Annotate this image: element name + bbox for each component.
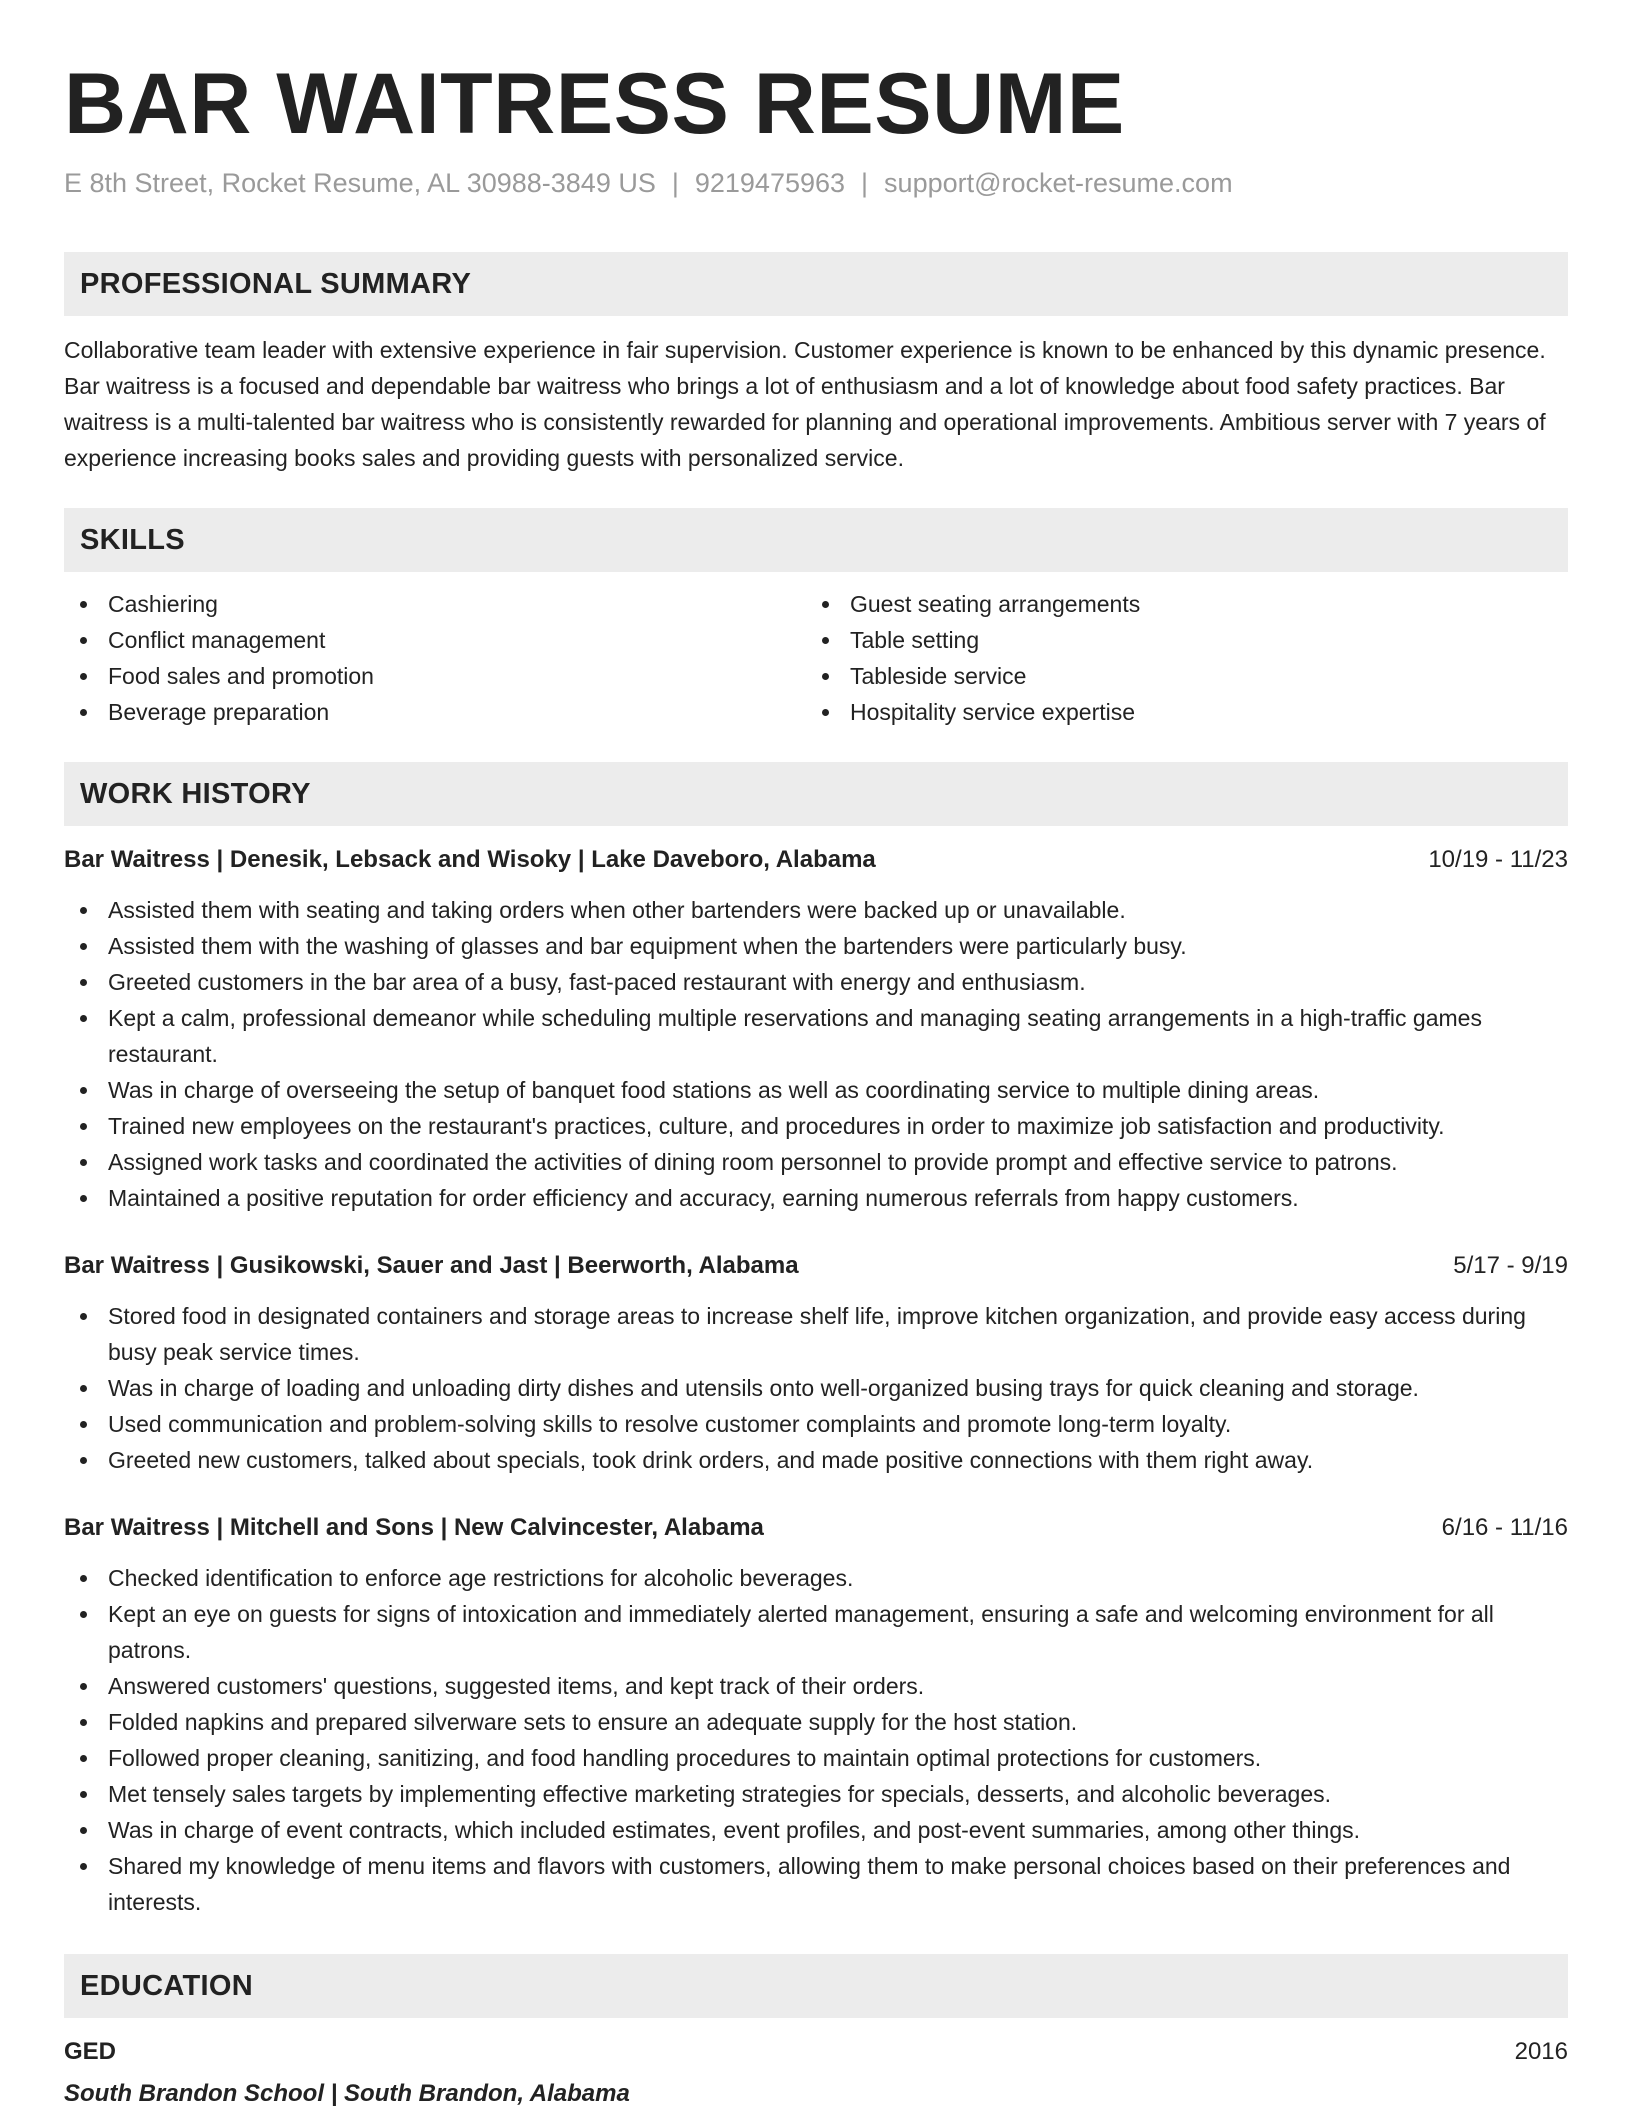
skill-item: Tableside service bbox=[806, 658, 1548, 694]
skill-item: Cashiering bbox=[64, 586, 806, 622]
job-bullet: Met tensely sales targets by implementing effective marketing strategies for specials, desserts, and alcoholic beverages. bbox=[64, 1776, 1568, 1812]
job-bullet: Used communication and problem-solving skills to resolve customer complaints and promote long-term loyalty. bbox=[64, 1406, 1568, 1442]
job-bullet: Checked identification to enforce age restrictions for alcoholic beverages. bbox=[64, 1560, 1568, 1596]
job-heading bbox=[64, 1248, 1568, 1284]
job-heading bbox=[64, 1510, 1568, 1546]
contact-phone: 9219475963 bbox=[694, 168, 846, 198]
job-bullet: Greeted new customers, talked about specials, took drink orders, and made positive connections with them right away. bbox=[64, 1442, 1568, 1478]
education-heading bbox=[64, 2034, 1568, 2070]
job-entry bbox=[64, 842, 1568, 1216]
skill-item: Guest seating arrangements bbox=[806, 586, 1548, 622]
section-header-work-history: WORK HISTORY bbox=[64, 762, 1568, 826]
skill-item: Table setting bbox=[806, 622, 1548, 658]
job-bullet: Assisted them with seating and taking orders when other bartenders were backed up or unavailable. bbox=[64, 892, 1568, 928]
section-header-education: EDUCATION bbox=[64, 1954, 1568, 2018]
job-bullet: Kept an eye on guests for signs of intoxication and immediately alerted management, ensuring a safe and welcoming environment for all patrons. bbox=[64, 1596, 1568, 1668]
education-year: 2016 bbox=[1514, 2038, 1568, 2065]
job-heading bbox=[64, 842, 1568, 878]
contact-email: support@rocket-resume.com bbox=[884, 168, 1233, 198]
section-header-skills: SKILLS bbox=[64, 508, 1568, 572]
job-bullet: Assisted them with the washing of glasses and bar equipment when the bartenders were particularly busy. bbox=[64, 928, 1568, 964]
job-bullets bbox=[64, 1560, 1568, 1920]
job-bullet: Trained new employees on the restaurant's practices, culture, and procedures in order to maximize job satisfaction and productivity. bbox=[64, 1108, 1568, 1144]
job-entry bbox=[64, 1248, 1568, 1478]
education-school: South Brandon School | South Brandon, Alabama bbox=[64, 2080, 630, 2107]
job-bullets bbox=[64, 1298, 1568, 1478]
skills-list bbox=[64, 586, 1568, 730]
job-bullet: Was in charge of overseeing the setup of banquet food stations as well as coordinating service to multiple dining areas. bbox=[64, 1072, 1568, 1108]
job-bullet: Answered customers' questions, suggested items, and kept track of their orders. bbox=[64, 1668, 1568, 1704]
job-bullet: Stored food in designated containers and storage areas to increase shelf life, improve kitchen organization, and provide easy access during busy peak service times. bbox=[64, 1298, 1568, 1370]
skill-item: Conflict management bbox=[64, 622, 806, 658]
job-bullet: Was in charge of event contracts, which included estimates, event profiles, and post-event summaries, among other things. bbox=[64, 1812, 1568, 1848]
job-bullet: Was in charge of loading and unloading dirty dishes and utensils onto well-organized busing trays for quick cleaning and storage. bbox=[64, 1370, 1568, 1406]
resume-title: BAR WAITRESS RESUME bbox=[64, 56, 1125, 152]
contact-separator: | bbox=[861, 168, 869, 198]
job-title: Bar Waitress | Mitchell and Sons | New Calvincester, Alabama bbox=[64, 1514, 764, 1541]
skill-item: Beverage preparation bbox=[64, 694, 806, 730]
contact-address: E 8th Street, Rocket Resume, AL 30988-3849 US bbox=[64, 168, 656, 198]
job-dates: 6/16 - 11/16 bbox=[1441, 1514, 1568, 1541]
job-bullet: Shared my knowledge of menu items and flavors with customers, allowing them to make personal choices based on their preferences and interests. bbox=[64, 1848, 1568, 1920]
section-header-summary: PROFESSIONAL SUMMARY bbox=[64, 252, 1568, 316]
job-title: Bar Waitress | Denesik, Lebsack and Wisoky | Lake Daveboro, Alabama bbox=[64, 846, 876, 873]
job-bullets bbox=[64, 892, 1568, 1216]
skills-column-left bbox=[64, 586, 806, 730]
contact-line bbox=[64, 166, 1568, 200]
skill-item: Food sales and promotion bbox=[64, 658, 806, 694]
education-degree: GED bbox=[64, 2038, 117, 2065]
job-bullet: Followed proper cleaning, sanitizing, and food handling procedures to maintain optimal protections for customers. bbox=[64, 1740, 1568, 1776]
resume-page bbox=[64, 0, 1568, 2112]
job-dates: 10/19 - 11/23 bbox=[1428, 846, 1568, 873]
job-bullet: Kept a calm, professional demeanor while scheduling multiple reservations and managing seating arrangements in a high-traffic games restaurant. bbox=[64, 1000, 1568, 1072]
job-bullet: Greeted customers in the bar area of a busy, fast-paced restaurant with energy and enthusiasm. bbox=[64, 964, 1568, 1000]
skill-item: Hospitality service expertise bbox=[806, 694, 1548, 730]
skills-column-right bbox=[806, 586, 1548, 730]
job-dates: 5/17 - 9/19 bbox=[1453, 1252, 1568, 1279]
job-bullet: Assigned work tasks and coordinated the activities of dining room personnel to provide prompt and effective service to patrons. bbox=[64, 1144, 1568, 1180]
job-bullet: Folded napkins and prepared silverware sets to ensure an adequate supply for the host station. bbox=[64, 1704, 1568, 1740]
job-bullet: Maintained a positive reputation for order efficiency and accuracy, earning numerous referrals from happy customers. bbox=[64, 1180, 1568, 1216]
job-entry bbox=[64, 1510, 1568, 1920]
job-title: Bar Waitress | Gusikowski, Sauer and Jast | Beerworth, Alabama bbox=[64, 1252, 799, 1279]
summary-text: Collaborative team leader with extensive experience in fair supervision. Customer experience is known to be enhanced by this dynamic presence. Bar waitress is a focused and dependable bar waitress who brings a lot of enthusiasm and a lot of knowledge about food safety practices. Bar waitress is a multi-talented bar waitress who is consistently rewarded for planning and operational improvements. Ambitious server with 7 years of experience increasing books sales and providing guests with personalized service. bbox=[64, 337, 1546, 471]
contact-separator: | bbox=[671, 168, 679, 198]
